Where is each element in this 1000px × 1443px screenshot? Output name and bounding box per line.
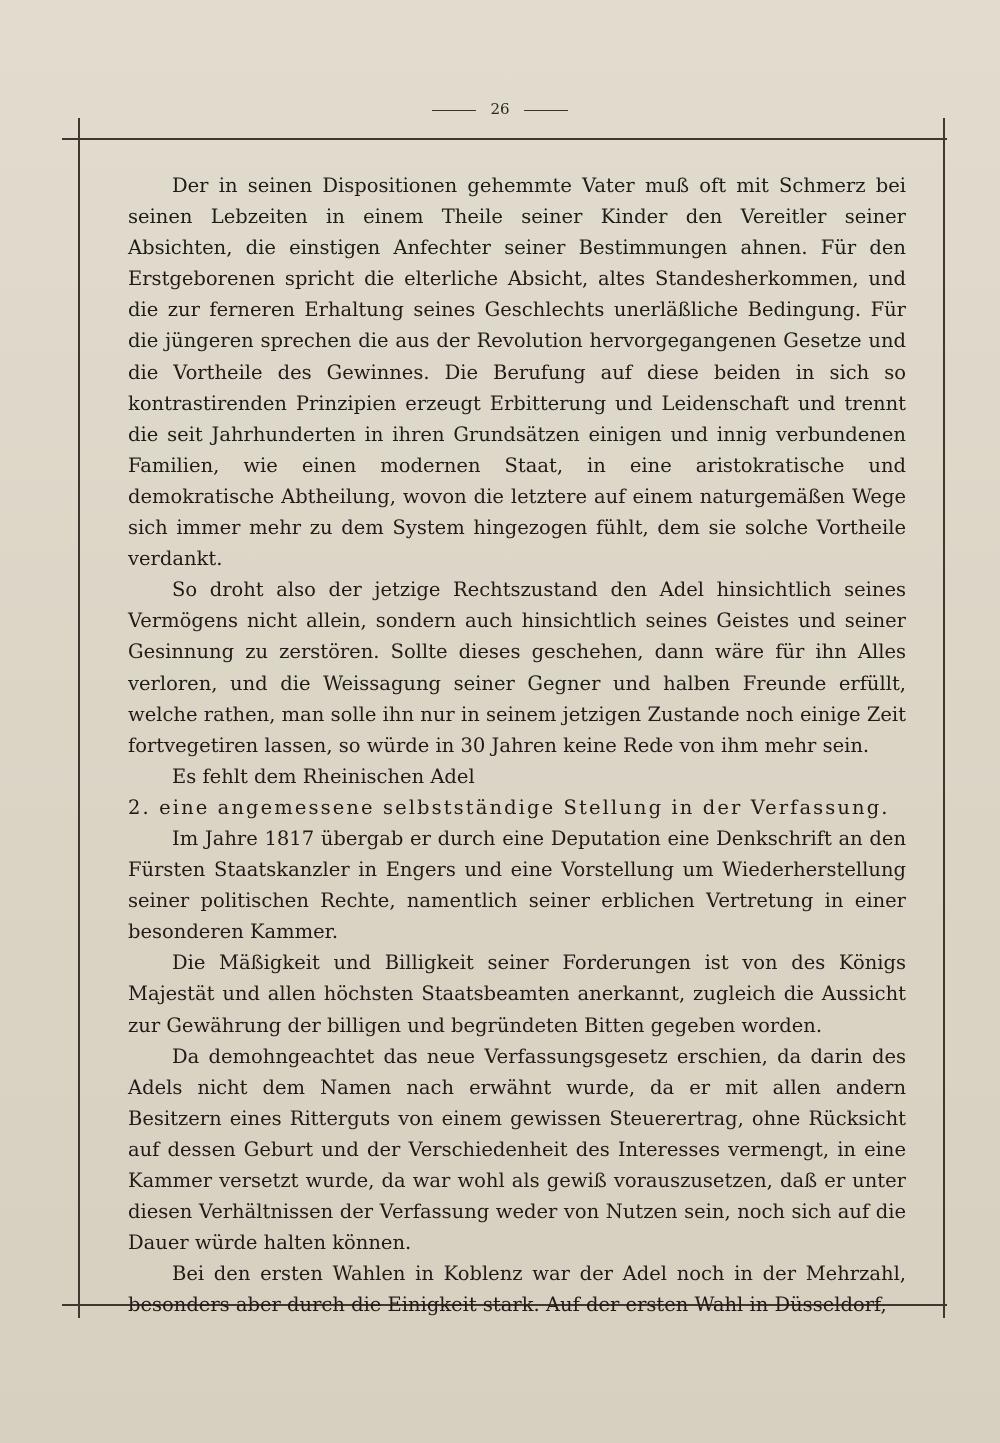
frame-rule-left: [78, 118, 80, 1318]
body-text: [128, 170, 906, 1320]
paragraph: Die Mäßigkeit und Billigkeit seiner Forderungen ist von des Königs Majestät und allen höchsten Staatsbeamten anerkannt, zugleich die Aussicht zur Gewährung der billigen und begründeten Bitten gegeben worden.: [128, 951, 906, 1037]
page-number: [0, 100, 1000, 118]
paragraph: Bei den ersten Wahlen in Koblenz war der Adel noch in der Mehrzahl, besonders aber durch die Einigkeit stark. Auf der ersten Wahl in Düsseldorf,: [128, 1262, 906, 1317]
paragraph: Es fehlt dem Rheinischen Adel: [172, 764, 475, 788]
page-number-text: 26: [490, 100, 510, 118]
dash-right: [524, 110, 568, 111]
frame-rule-right: [943, 118, 945, 1318]
paragraph: Der in seinen Dispositionen gehemmte Vater muß oft mit Schmerz bei seinen Lebzeiten in einem Theile seiner Kinder den Vereitler seiner Absichten, die einstigen Anfechter seiner Bestimmungen ahnen. Für den Erstgeborenen spricht die elterliche Absicht, altes Standesherkommen, und die zur ferneren Erhaltung seines Geschlechts unerläßliche Bedingung. Für die jüngeren sprechen die aus der Revolution hervorgegangenen Gesetze und die Vortheile des Gewinnes. Die Berufung auf diese beiden in sich so kontrastirenden Prinzipien erzeugt Erbitterung und Leidenschaft und trennt die seit Jahrhunderten in ihren Grundsätzen einigen und innig verbundenen Familien, wie einen modernen Staat, in eine aristokratische und demokratische Abtheilung, wovon die letztere auf einem naturgemäßen Wege sich immer mehr zu dem System hingezogen fühlt, dem sie solche Vortheile verdankt.: [128, 174, 906, 571]
paragraph: Im Jahre 1817 übergab er durch eine Deputation eine Denkschrift an den Fürsten Staatskanzler in Engers und eine Vorstellung um Wiederherstellung seiner politischen Rechte, namentlich seiner erblichen Vertretung in einer besonderen Kammer.: [128, 826, 906, 944]
frame-rule-top: [62, 138, 947, 140]
section-heading: 2. eine angemessene selbstständige Stellung in der Verfassung.: [128, 795, 890, 819]
dash-left: [432, 110, 476, 111]
paragraph: Da demohngeachtet das neue Verfassungsgesetz erschien, da darin des Adels nicht dem Namen nach erwähnt wurde, da er mit allen andern Besitzern eines Ritterguts von einem gewissen Steuerertrag, ohne Rücksicht auf dessen Geburt und der Verschiedenheit des Interesses vermengt, in eine Kammer versetzt wurde, da war wohl als gewiß vorauszusetzen, daß er unter diesen Verhältnissen der Verfassung weder von Nutzen sein, noch sich auf die Dauer würde halten können.: [128, 1044, 906, 1255]
paragraph: So droht also der jetzige Rechtszustand den Adel hinsichtlich seines Vermögens nicht allein, sondern auch hinsichtlich seines Geistes und seiner Gesinnung zu zerstören. Sollte dieses geschehen, dann wäre für ihn Alles verloren, und die Weissagung seiner Gegner und halben Freunde erfüllt, welche rathen, man solle ihn nur in seinem jetzigen Zustande noch einige Zeit fortvegetiren lassen, so würde in 30 Jahren keine Rede von ihm mehr sein.: [128, 578, 906, 757]
